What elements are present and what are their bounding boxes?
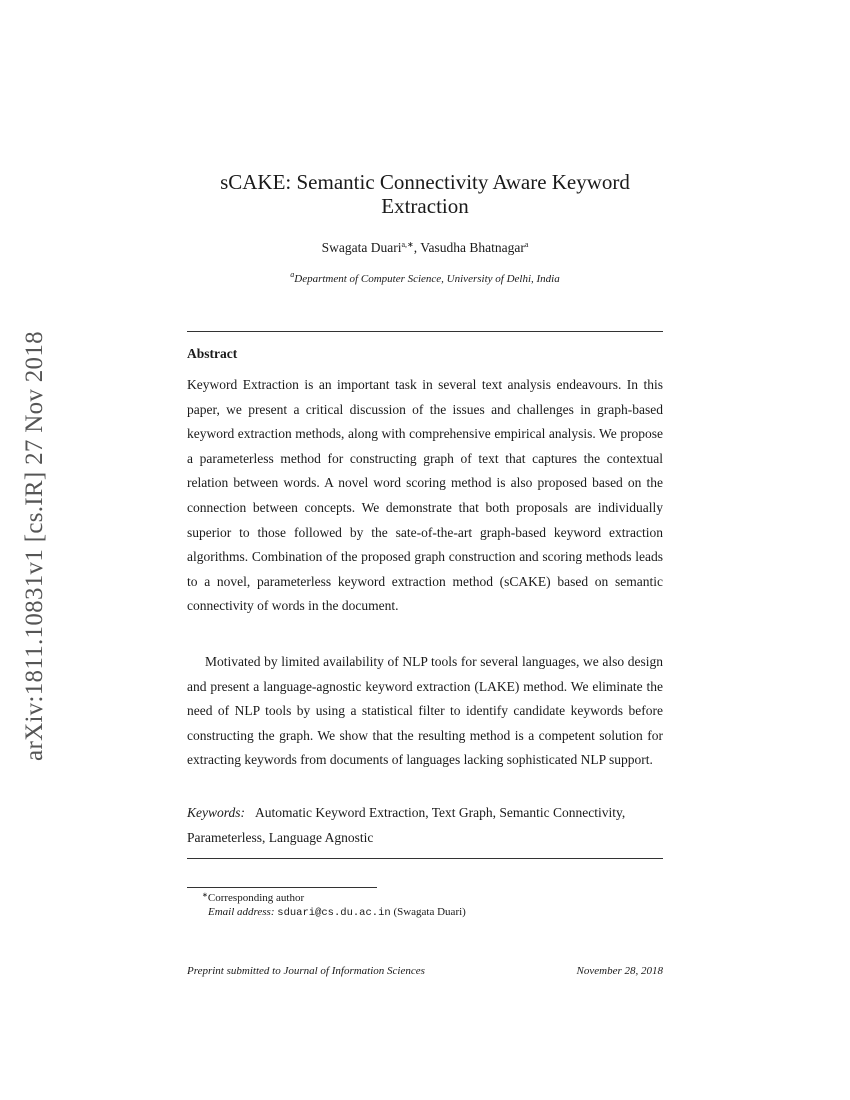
abstract-paragraph-2: Motivated by limited availability of NLP tools for several languages, we also design and present a language-agnostic keyword extraction (LAKE) method. We eliminate the need of NLP tools by using a statistical filter to identify candidate keywords before constructing the graph. We show that the resulting method is a competent solution for extracting keywords from documents of languages lacking sophisticated NLP support. xyxy=(187,654,663,768)
author-name: Swagata Duari xyxy=(321,240,402,255)
keywords-text: Automatic Keyword Extraction, Text Graph, Semantic Connectivity, Parameterless, Language Agnostic xyxy=(187,805,626,845)
keywords-label: Keywords: xyxy=(187,805,245,820)
keywords-line xyxy=(187,801,663,850)
email-label: Email address: xyxy=(208,906,275,918)
affiliation-mark: a xyxy=(290,270,295,279)
author-affiliation-mark: a xyxy=(524,240,529,249)
footnote-email xyxy=(208,906,466,919)
abstract-bottom-rule xyxy=(187,858,663,859)
footnote-mark: ∗ xyxy=(202,891,208,899)
affiliation-text: Department of Computer Science, University of Delhi, India xyxy=(294,273,560,285)
abstract-heading: Abstract xyxy=(187,346,238,361)
footnote-corresponding-text: Corresponding author xyxy=(207,892,305,904)
email-address[interactable]: sduari@cs.du.ac.in xyxy=(277,907,391,919)
paper-title xyxy=(150,170,700,218)
footer-preprint-note: Preprint submitted to Journal of Information Sciences xyxy=(187,965,425,977)
author-separator: , xyxy=(413,240,421,255)
affiliation xyxy=(150,270,700,285)
arxiv-id-text: arXiv:1811.10831v1 [cs.IR] 27 Nov 2018 xyxy=(21,331,48,761)
title-line-2: Extraction xyxy=(381,194,469,218)
author-list xyxy=(150,240,700,256)
abstract-top-rule xyxy=(187,331,663,332)
author-name: Vasudha Bhatnagar xyxy=(420,240,525,255)
arxiv-identifier-sidebar xyxy=(16,296,54,796)
abstract-paragraph-1: Keyword Extraction is an important task in several text analysis endeavours. In this paper, we present a critical discussion of the issues and challenges in graph-based keyword extraction methods, along with comprehensive empirical analysis. We propose a parameterless method for constructing graph of text that captures the contextual relation between words. A novel word scoring method is also proposed based on the connection between concepts. We demonstrate that both proposals are individually superior to those followed by the sate-of-the-art graph-based keyword extraction algorithms. Combination of the proposed graph construction and scoring methods leads to a novel, parameterless keyword extraction method (sCAKE) based on semantic connectivity of words in the document. xyxy=(187,377,663,614)
footnote-corresponding xyxy=(202,891,304,904)
email-owner: (Swagata Duari) xyxy=(393,906,466,918)
footer-date: November 28, 2018 xyxy=(576,965,663,977)
footnote-rule xyxy=(187,887,377,888)
author-affiliation-mark: a,∗ xyxy=(401,240,414,249)
title-line-1: sCAKE: Semantic Connectivity Aware Keyword xyxy=(220,170,630,194)
